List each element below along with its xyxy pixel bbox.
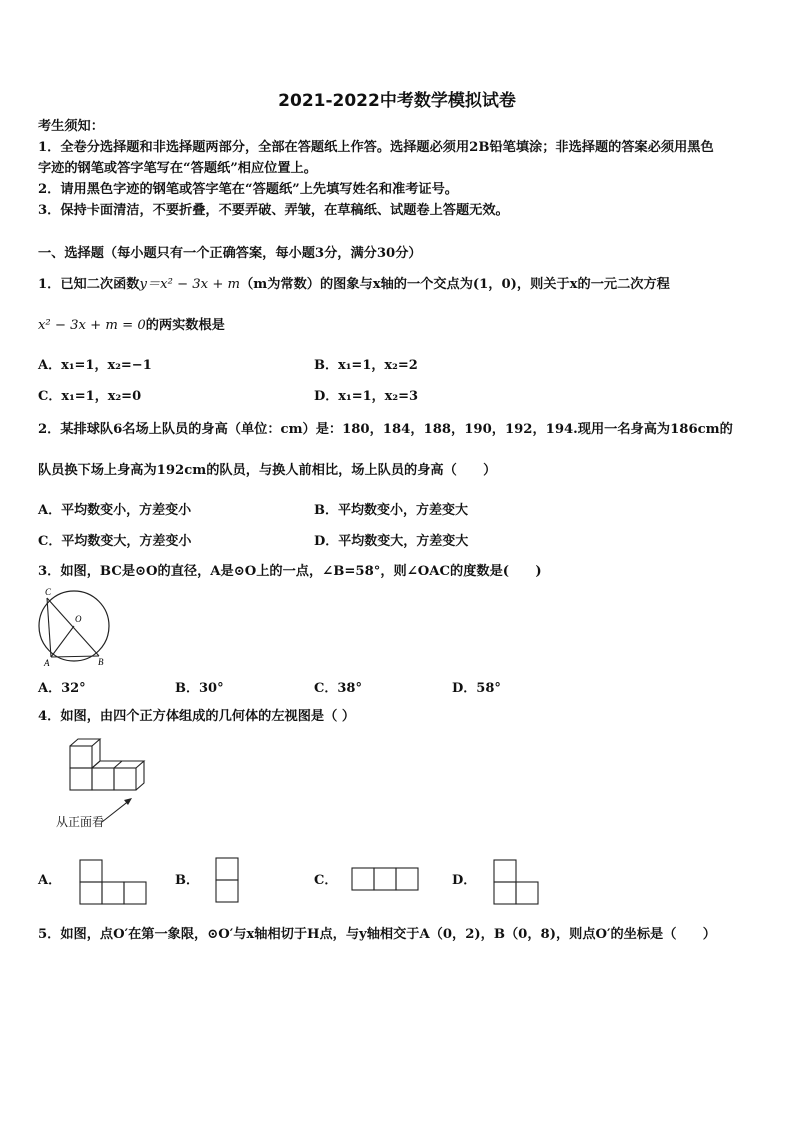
label-o: O — [75, 614, 82, 624]
section-heading: 一、选择题（每小题只有一个正确答案，每小题3分，满分30分） — [38, 246, 422, 261]
question-1-option-b: B．x₁=1，x₂=2 — [314, 358, 418, 373]
question-3-option-c: C．38° — [314, 681, 362, 696]
cube-edge — [114, 761, 122, 768]
question-2-option-a: A．平均数变小，方差变小 — [38, 503, 192, 518]
label-a: A — [44, 658, 50, 668]
question-1-mid: （m为常数）的图象与x轴的一个交点为(1，0)，则关于x的一元二次方程 — [240, 277, 670, 292]
cube-top-face — [70, 739, 100, 746]
question-1-equation-line — [38, 316, 225, 336]
question-3-option-b: B．30° — [175, 681, 224, 696]
option-b-view — [214, 856, 242, 904]
question-1-equation: x² − 3x + m = 0 — [38, 318, 146, 333]
question-2-option-b: B．平均数变小，方差变大 — [314, 503, 468, 518]
cube-side-face — [92, 739, 100, 768]
question-3-option-d: D．58° — [452, 681, 501, 696]
label-c: C — [45, 587, 52, 597]
question-2-option-d: D．平均数变大，方差变大 — [314, 534, 469, 549]
question-4-option-d-letter: D． — [452, 873, 477, 888]
label-b: B — [98, 657, 104, 667]
cube-front-face — [70, 746, 92, 768]
option-c-view — [350, 866, 422, 894]
question-5-text: 5．如图，点O′在第一象限，⊙O′与x轴相切于H点，与y轴相交于A（0，2)，B（0，8)，则点O′的坐标是（ ） — [38, 927, 716, 942]
view-arrow-line — [102, 800, 130, 822]
notice-item: 字迹的钢笔或答字笔写在“答题纸”相应位置上。 — [38, 161, 317, 176]
question-2-line2: 队员换下场上身高为192cm的队员，与换人前相比，场上队员的身高（ ） — [38, 463, 497, 478]
question-2-line1: 2．某排球队6名场上队员的身高（单位：cm）是：180，184，188，190，192，194.现用一名身高为186cm的 — [38, 422, 733, 437]
question-1-option-d: D．x₁=1，x₂=3 — [314, 389, 419, 404]
cube-front-face — [70, 768, 92, 790]
notice-heading: 考生须知： — [38, 119, 104, 134]
question-4-text: 4．如图，由四个正方体组成的几何体的左视图是（ ） — [38, 709, 356, 724]
question-3-text: 3．如图，BC是⊙O的直径，A是⊙O上的一点，∠B=58°，则∠OAC的度数是( ) — [38, 564, 542, 579]
question-1-text — [38, 275, 670, 295]
chord-ab — [51, 656, 99, 657]
question-4-option-c-letter: C． — [314, 873, 338, 888]
question-2-option-c: C．平均数变大，方差变小 — [38, 534, 192, 549]
question-1-tail: 的两实数根是 — [145, 318, 225, 333]
question-1-function: y＝x² − 3x + m — [139, 277, 241, 292]
cube-front-face — [114, 768, 136, 790]
radius-oa — [51, 626, 74, 657]
option-a-view — [78, 858, 150, 906]
circle-figure — [34, 586, 114, 668]
question-3-option-a: A．32° — [38, 681, 86, 696]
question-1-option-c: C．x₁=1，x₂=0 — [38, 389, 142, 404]
question-4-option-b-letter: B． — [175, 873, 199, 888]
cube-side-face — [136, 761, 144, 790]
question-4-option-a-letter: A． — [38, 873, 62, 888]
cube-front-face — [92, 768, 114, 790]
notice-item: 2．请用黑色字迹的钢笔或答字笔在“答题纸”上先填写姓名和准考证号。 — [38, 182, 458, 197]
notice-item: 1．全卷分选择题和非选择题两部分，全部在答题纸上作答。选择题必须用2B铅笔填涂；非选择题的答案必须用黑色 — [38, 140, 714, 155]
question-1-pre: 1．已知二次函数 — [38, 277, 140, 292]
option-d-view — [492, 858, 542, 906]
page-title: 2021-2022中考数学模拟试卷 — [278, 91, 516, 111]
question-1-option-a: A．x₁=1，x₂=−1 — [38, 358, 152, 373]
view-direction-label: 从正面看 — [56, 815, 105, 829]
notice-item: 3．保持卡面清洁，不要折叠，不要弄破、弄皱，在草稿纸、试题卷上答题无效。 — [38, 203, 509, 218]
